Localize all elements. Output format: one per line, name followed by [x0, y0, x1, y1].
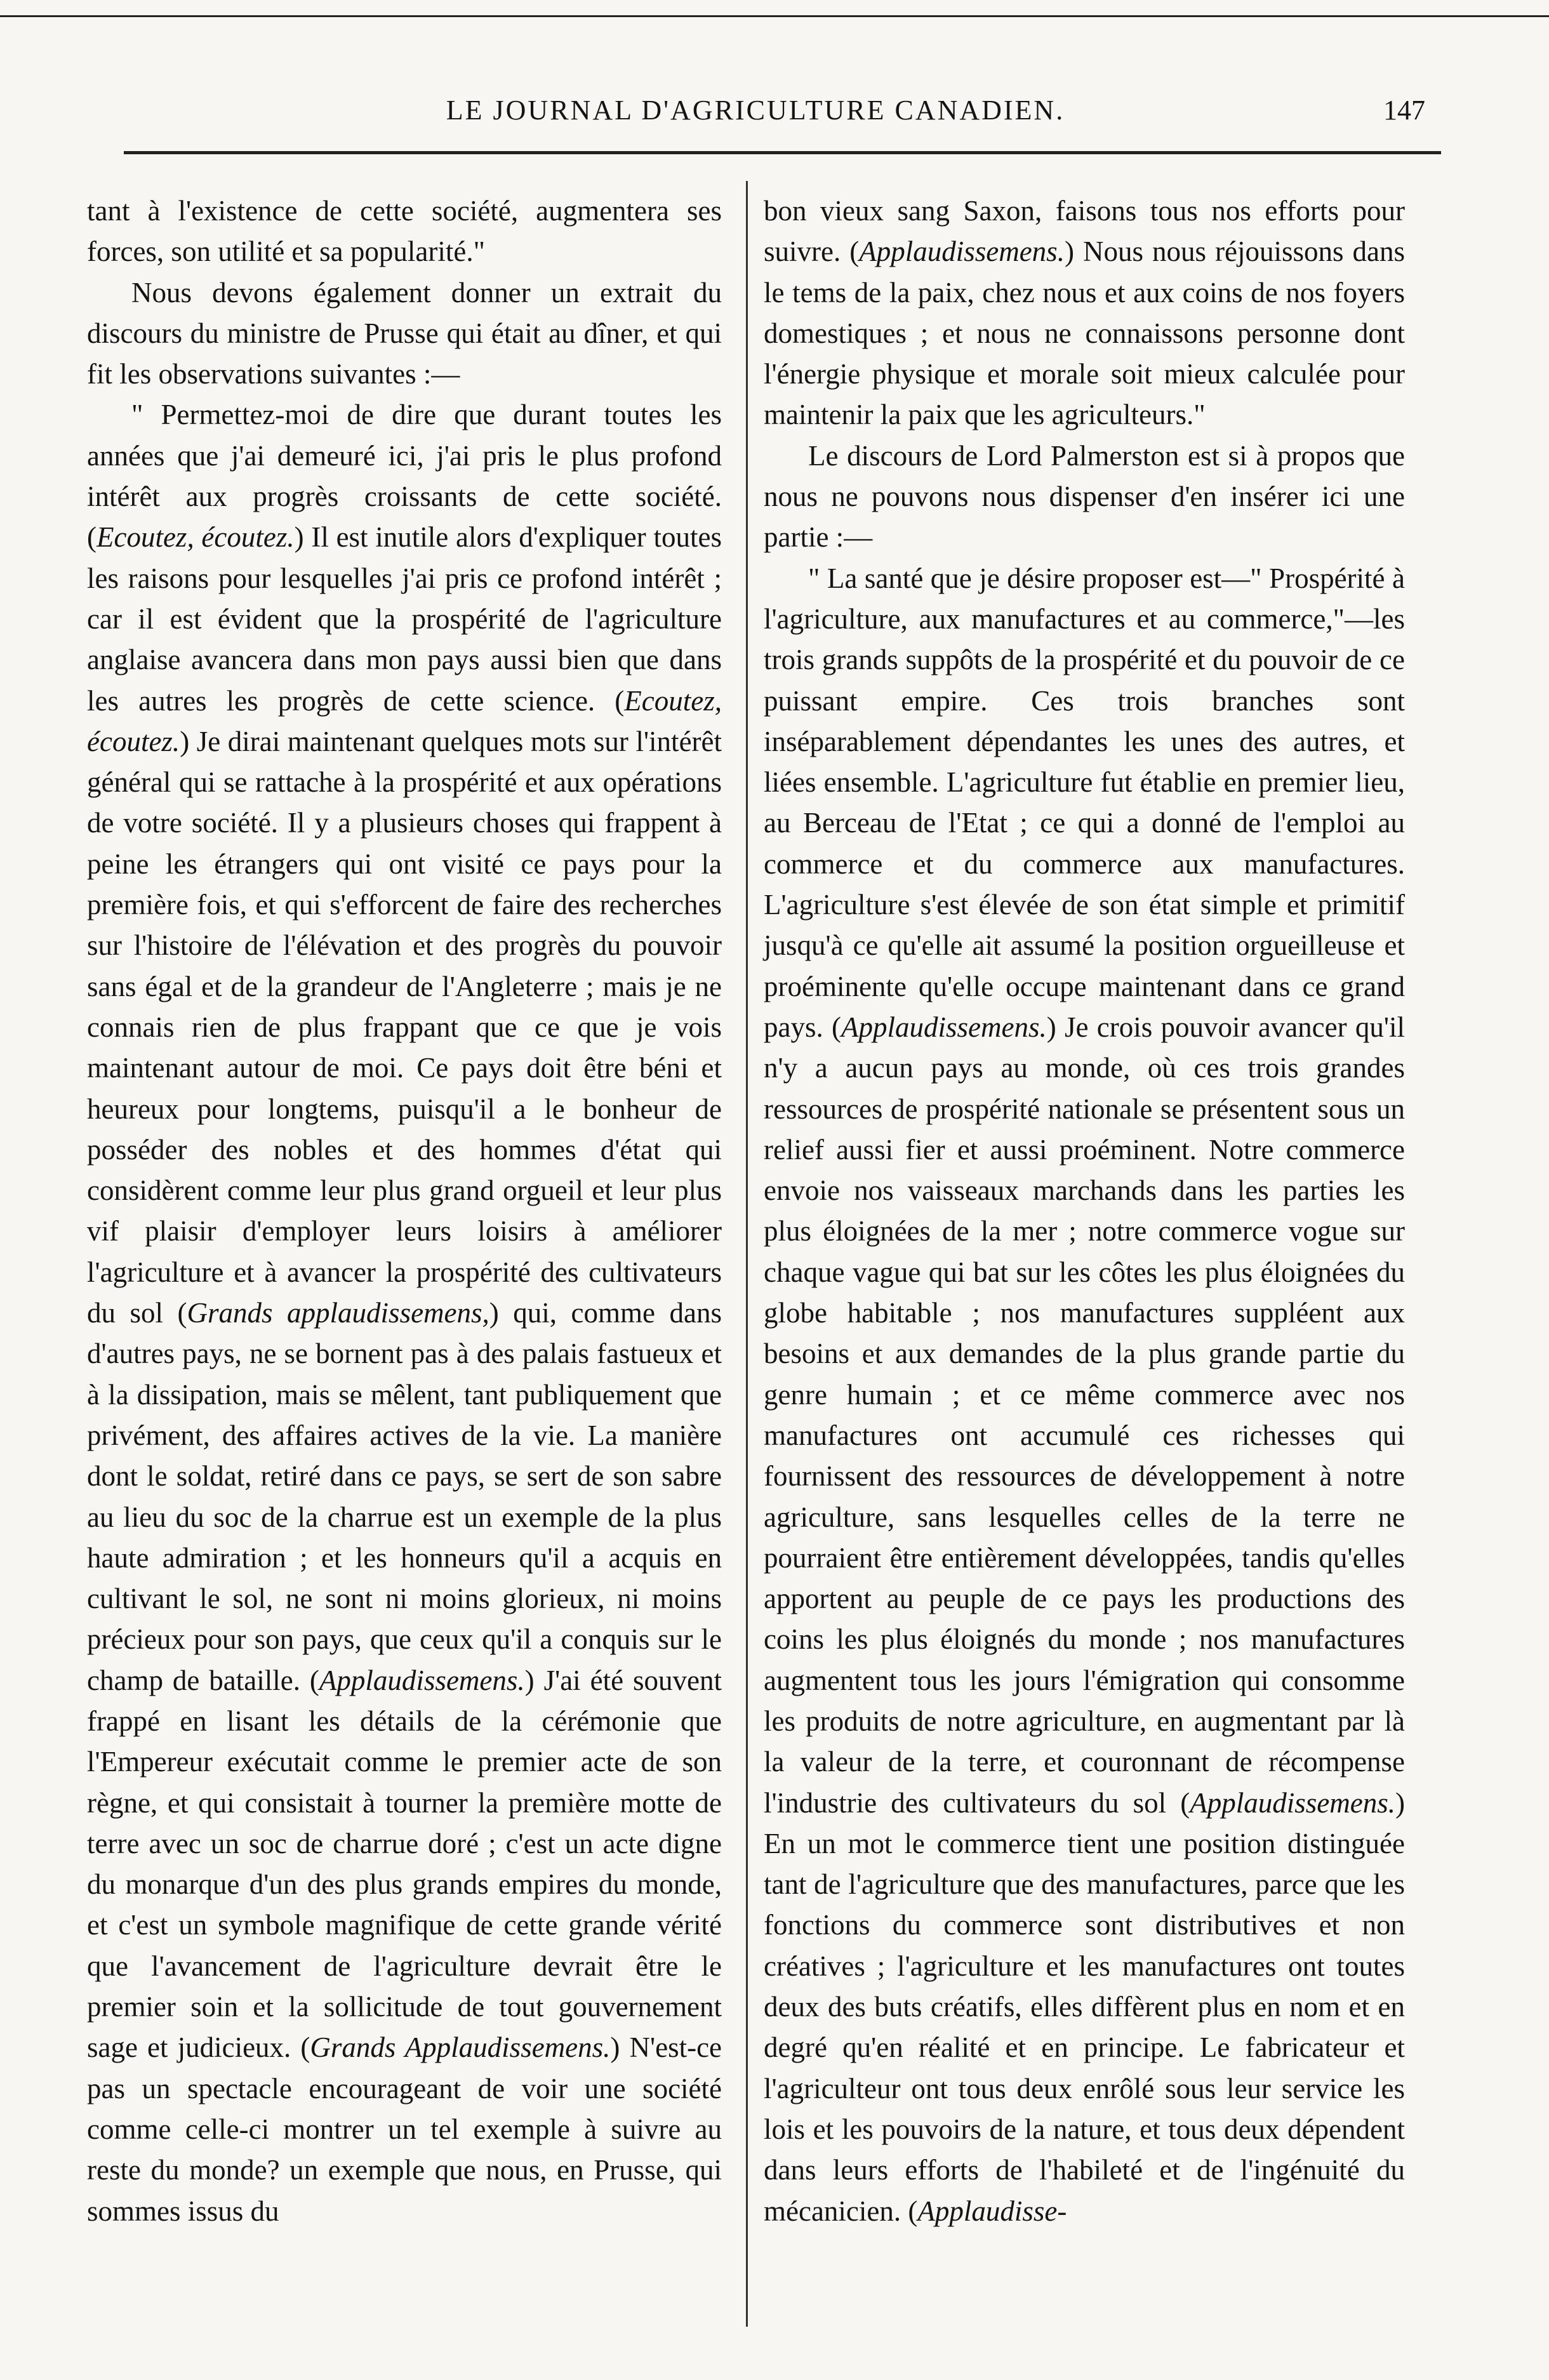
paragraph: " Permettez-moi de dire que durant toutes les années que j'ai demeuré ici, j'ai pris le plus profond intérêt aux progrès croissants de cette société. (Ecoutez, écoutez.) Il est inutile alors d'expliquer toutes les raisons pour lesquelles j'ai pris ce profond intérêt ; car il est évident que la prospérité de l'agriculture anglaise avancera dans mon pays aussi bien que dans les autres les progrès de cette science. (Ecoutez, écoutez.) Je dirai maintenant quelques mots sur l'intérêt général qui se rattache à la prospérité et aux opérations de votre société. Il y a plusieurs choses qui frappent à peine les étrangers qui ont visité ce pays pour la première fois, et qui s'efforcent de faire des recherches sur l'histoire de l'élévation et des progrès du pouvoir sans égal et de la grandeur de l'Angleterre ; mais je ne connais rien de plus frappant que ce que je vois maintenant autour de moi. Ce pays doit être béni et heureux pour longtems, puisqu'il a le bonheur de posséder des nobles et des hommes d'état qui considèrent comme leur plus grand orgueil et leur plus vif plaisir d'employer leurs loisirs à améliorer l'agriculture et à avancer la prospérité des cultivateurs du sol (Grands applaudissemens,) qui, comme dans d'autres pays, ne se bornent pas à des palais fastueux et à la dissipation, mais se mêlent, tant publiquement que privément, des affaires actives de la vie. La manière dont le soldat, retiré dans ce pays, se sert de son sabre au lieu du soc de la charrue est un exemple de la plus haute admiration ; et les honneurs qu'il a acquis en cultivant le sol, ne sont ni moins glorieux, ni moins précieux pour son pays, que ceux qu'il a conquis sur le champ de bataille. (Applaudissemens.) J'ai été souvent frappé en lisant les détails de la cérémonie que l'Empereur exécutait comme le premier acte de son règne, et qui consistait à tourner la première motte de terre avec un soc de charrue doré ; c'est un acte digne du monarque d'un des plus grands empires du monde, et c'est un symbole magnifique de cette grande vérité que l'avancement de l'agriculture devrait être le premier soin et la sollicitude de tout gouvernement sage et judicieux. (Grands Applaudissemens.) N'est-ce pas un spectacle encourageant de voir une société comme celle-ci montrer un tel exemple à suivre au reste du monde? un exemple que nous, en Prusse, qui sommes issus du	[87, 399, 722, 2227]
column-divider	[746, 181, 748, 2327]
running-title: LE JOURNAL D'AGRICULTURE CANADIEN.	[446, 95, 1065, 126]
left-column	[87, 190, 722, 2231]
paragraph: tant à l'existence de cette société, augmentera ses forces, son utilité et sa popularité."	[87, 195, 722, 268]
paragraph: bon vieux sang Saxon, faisons tous nos efforts pour suivre. (Applaudissemens.) Nous nous réjouissons dans le tems de la paix, chez nous et aux coins de nos foyers domestiques ; et nous ne connaissons personne dont l'énergie physique et morale soit mieux calculée pour maintenir la paix que les agriculteurs."	[764, 195, 1405, 431]
top-border-rule	[0, 15, 1549, 17]
paragraph: Nous devons également donner un extrait du discours du ministre de Prusse qui était au dîner, et qui fit les observations suivantes :—	[87, 276, 722, 390]
header-rule	[124, 151, 1441, 154]
paragraph: Le discours de Lord Palmerston est si à propos que nous ne pouvons nous dispenser d'en insérer ici une partie :—	[764, 439, 1405, 554]
page-header	[86, 94, 1425, 138]
paragraph: " La santé que je désire proposer est—" Prospérité à l'agriculture, aux manufactures et au commerce,"—les trois grands suppôts de la prospérité et du pouvoir de ce puissant empire. Ces trois branches sont inséparablement dépendantes les unes des autres, et liées ensemble. L'agriculture fut établie en premier lieu, au Berceau de l'Etat ; ce qui a donné de l'emploi au commerce et du commerce aux manufactures. L'agriculture s'est élevée de son état simple et primitif jusqu'à ce qu'elle ait assumé la position orgueilleuse et proéminente qu'elle occupe maintenant dans ce grand pays. (Applaudissemens.) Je crois pouvoir avancer qu'il n'y a aucun pays au monde, où ces trois grandes ressources de prospérité nationale se présentent sous un relief aussi fier et aussi proéminent. Notre commerce envoie nos vaisseaux marchands dans les parties les plus éloignées de la mer ; notre commerce vogue sur chaque vague qui bat sur les côtes les plus éloignées du globe habitable ; nos manufactures suppléent aux besoins et aux demandes de la plus grande partie du genre humain ; et ce même commerce avec nos manufactures ont accumulé ces richesses qui fournissent des ressources de développement à notre agriculture, sans lesquelles celles de la terre ne pourraient être entièrement développées, tandis qu'elles apportent au peuple de ce pays les productions des coins les plus éloignés du monde ; nos manufactures augmentent tous les jours l'émigration qui consomme les produits de notre agriculture, en augmentant par là la valeur de la terre, et couronnant de récompense l'industrie des cultivateurs du sol (Applaudissemens.) En un mot le commerce tient une position distinguée tant de l'agriculture que des manufactures, parce que les fonctions du commerce sont distributives et non créatives ; l'agriculture et les manufactures ont toutes deux des buts créatifs, elles diffèrent plus en nom et en degré qu'en réalité et en principe. Le fabricateur et l'agriculteur ont tous deux enrôlé sous leur service les lois et les pouvoirs de la nature, et tous deux dépendent dans leurs efforts de l'habileté et de l'ingénuité du mécanicien. (Applaudisse-	[764, 562, 1405, 2227]
right-column	[764, 190, 1405, 2231]
page-number: 147	[1383, 95, 1425, 126]
